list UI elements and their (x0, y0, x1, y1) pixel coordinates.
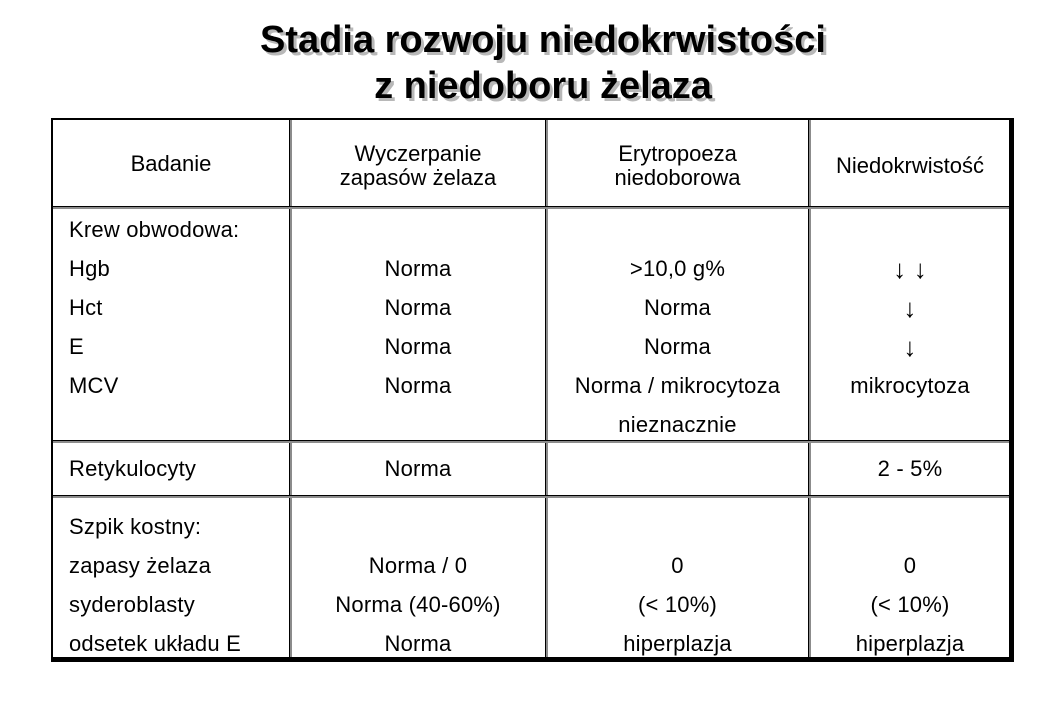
blood-params (69, 210, 284, 405)
reticulocytes-col4: 2 - 5% (877, 456, 943, 481)
value: Norma / 0 (368, 553, 468, 578)
value: 0 (671, 553, 684, 578)
param-hct: Hct (69, 295, 103, 320)
row-divider (53, 440, 1009, 441)
title-line-2: z niedoboru żelaza (374, 65, 712, 107)
marrow-col4 (810, 546, 1010, 663)
marrow-label: Szpik kostny: (69, 514, 202, 539)
row-divider (53, 206, 1009, 207)
param-syderoblasty: syderoblasty (69, 592, 195, 617)
blood-label: Krew obwodowa: (69, 217, 240, 242)
value: hiperplazja (855, 631, 965, 656)
header-niedokrwistosc: Niedokrwistość (836, 153, 984, 178)
double-down-arrow-icon: ↓ ↓ (893, 254, 927, 284)
value: Norma / mikrocytoza (574, 373, 781, 398)
blood-col3 (547, 249, 808, 444)
value: 0 (903, 553, 917, 578)
value: mikrocytoza (850, 373, 970, 398)
marrow-params (69, 507, 284, 663)
column-divider (808, 120, 809, 657)
param-odsetek: odsetek układu E (69, 631, 241, 656)
header-erytropoeza (547, 142, 808, 190)
title-line-1: Stadia rozwoju niedokrwistości (260, 19, 826, 61)
header-wyczerpanie-line2: zapasów żelaza (339, 165, 497, 190)
row-divider (53, 495, 1009, 496)
header-wyczerpanie (291, 142, 545, 190)
value: (< 10%) (870, 592, 950, 617)
column-divider (289, 120, 290, 657)
marrow-col2 (291, 546, 545, 663)
value: hiperplazja (623, 631, 732, 656)
param-mcv: MCV (69, 373, 119, 398)
value: Norma (384, 631, 452, 656)
blood-col2 (291, 249, 545, 405)
value: Norma (384, 373, 452, 398)
value: Norma (384, 256, 452, 281)
column-divider (545, 120, 546, 657)
value: Norma (40-60%) (335, 592, 501, 617)
reticulocytes-label: Retykulocyty (69, 456, 197, 481)
value: nieznacznie (618, 412, 737, 437)
header-wyczerpanie-line1: Wyczerpanie (354, 141, 482, 166)
value: Norma (643, 334, 711, 359)
header-badanie: Badanie (130, 151, 212, 176)
value: Norma (384, 295, 452, 320)
param-zapasy: zapasy żelaza (69, 553, 212, 578)
reticulocytes-col2: Norma (384, 456, 452, 481)
value: (< 10%) (637, 592, 718, 617)
down-arrow-icon: ↓ (903, 332, 917, 362)
anemia-stages-table (51, 118, 1014, 662)
marrow-col3 (547, 546, 808, 663)
value: Norma (643, 295, 711, 320)
value: >10,0 g% (629, 256, 726, 281)
value: Norma (384, 334, 452, 359)
param-e: E (69, 334, 84, 359)
blood-col4 (810, 249, 1010, 405)
header-erytropoeza-line1: Erytropoeza (618, 141, 737, 166)
header-erytropoeza-line2: niedoborowa (614, 165, 741, 190)
down-arrow-icon: ↓ (903, 293, 917, 323)
param-hgb: Hgb (69, 256, 110, 281)
